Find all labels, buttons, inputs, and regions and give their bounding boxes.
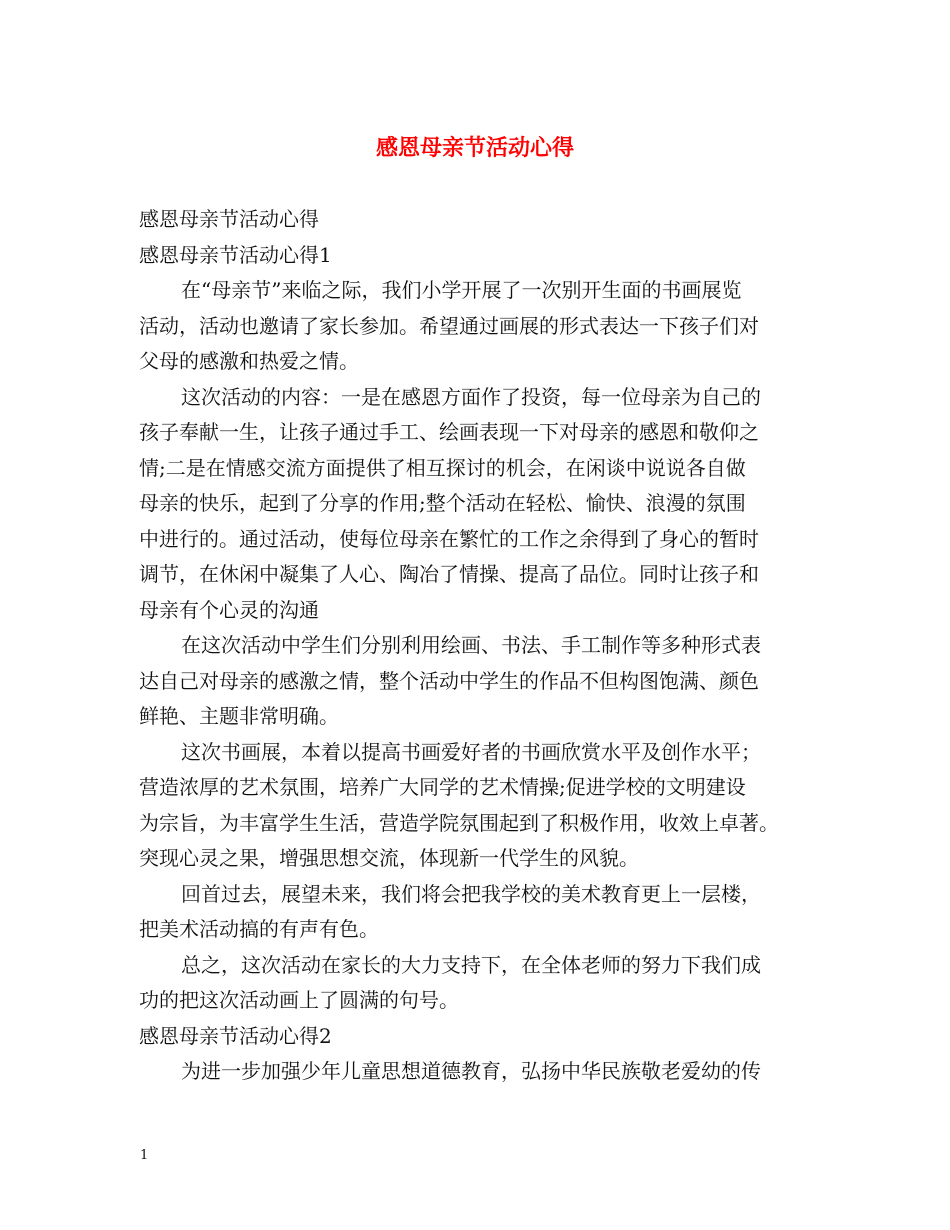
text-line: 这次书画展，本着以提高书画爱好者的书画欣赏水平及创作水平；	[181, 739, 761, 764]
text-line: 在这次活动中学生们分别利用绘画、书法、手工制作等多种形式表	[181, 633, 761, 657]
document-body	[139, 202, 819, 1090]
text-line: 母亲的快乐，起到了分享的作用;整个活动在轻松、愉快、浪漫的氛围	[139, 491, 746, 515]
text-line: 把美术活动搞的有声有色。	[139, 917, 379, 941]
text-line: 在“母亲节”来临之际，我们小学开展了一次别开生面的书画展览	[181, 278, 742, 302]
text-line: 为进一步加强少年儿童思想道德教育，弘扬中华民族敬老爱幼的传	[181, 1059, 761, 1083]
text-line: 这次活动的内容：一是在感恩方面作了投资，每一位母亲为自己的	[181, 384, 761, 409]
text-line: 鲜艳、主题非常明确。	[139, 704, 339, 728]
text-line: 母亲有个心灵的沟通	[139, 597, 319, 622]
text-line: 回首过去，展望未来，我们将会把我学校的美术教育更上一层楼，	[181, 881, 761, 906]
text-line: 中进行的。通过活动，使每位母亲在繁忙的工作之余得到了身心的暂时	[139, 526, 759, 551]
section-heading-1: 感恩母亲节活动心得1	[139, 242, 332, 267]
section-heading-2: 感恩母亲节活动心得2	[139, 1023, 332, 1048]
page-number: 1	[140, 1148, 149, 1163]
text-line: 突现心灵之果，增强思想交流，体现新一代学生的风貌。	[139, 846, 639, 870]
text-line: 活动，活动也邀请了家长参加。希望通过画展的形式表达一下孩子们对	[139, 313, 759, 338]
text-line: 营造浓厚的艺术氛围，培养广大同学的艺术情操;促进学校的文明建设	[139, 775, 746, 799]
text-line: 调节，在休闲中凝集了人心、陶冶了情操、提高了品位。同时让孩子和	[139, 562, 759, 586]
text-line: 情;二是在情感交流方面提供了相互探讨的机会，在闲谈中说说各自做	[139, 455, 746, 480]
text-line: 达自己对母亲的感激之情，整个活动中学生的作品不但构图饱满、颜色	[139, 668, 759, 693]
text-line: 功的把这次活动画上了圆满的句号。	[139, 988, 459, 1012]
text-line: 父母的感激和热爱之情。	[139, 349, 359, 373]
page-title: 感恩母亲节活动心得	[375, 135, 574, 161]
text-line: 孩子奉献一生，让孩子通过手工、绘画表现一下对母亲的感恩和敬仰之	[139, 420, 759, 444]
text-line: 为宗旨，为丰富学生生活，营造学院氛围起到了积极作用，收效上卓著。	[139, 810, 779, 835]
doc-heading: 感恩母亲节活动心得	[139, 207, 319, 231]
text-line: 总之，这次活动在家长的大力支持下，在全体老师的努力下我们成	[181, 952, 761, 977]
